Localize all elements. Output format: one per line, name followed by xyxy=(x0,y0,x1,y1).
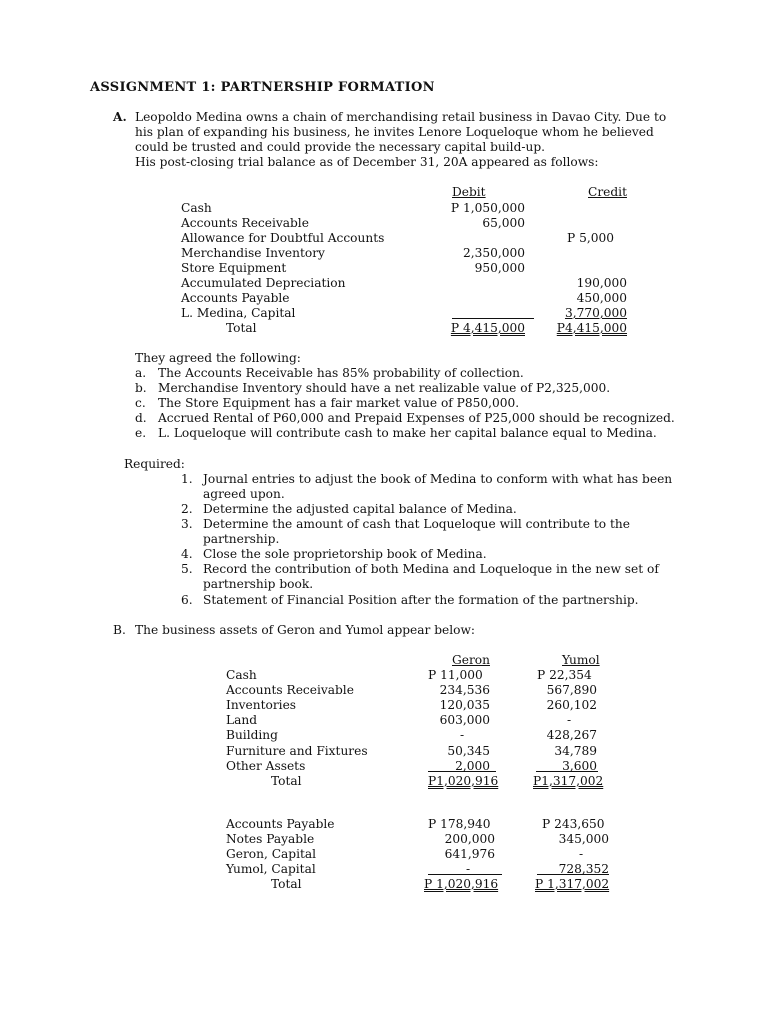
tb-row-label: Cash xyxy=(181,201,212,215)
agreement-marker: b. xyxy=(135,381,147,395)
asset-geron: 120,035 xyxy=(439,698,490,712)
tb-row-label: L. Medina, Capital xyxy=(181,306,296,320)
geron-header: Geron xyxy=(452,653,490,667)
tb-total-label: Total xyxy=(226,321,257,335)
required-marker: 2. xyxy=(181,502,193,516)
tb-row-debit: 950,000 xyxy=(474,261,525,275)
asset-geron: P 11,000 xyxy=(428,668,483,682)
assets-total-geron: P1,020,916 xyxy=(428,774,499,788)
part-a-intro-line: His post-closing trial balance as of December 31, 20A appeared as follows: xyxy=(135,155,599,169)
agreement-marker: d. xyxy=(135,411,147,425)
tb-row-debit: 2,350,000 xyxy=(462,246,525,260)
tb-row-credit: 190,000 xyxy=(576,276,627,290)
liab-total-label: Total xyxy=(271,877,302,891)
tb-row-label: Merchandise Inventory xyxy=(181,246,325,260)
asset-geron: 603,000 xyxy=(439,713,490,727)
liab-geron: P 178,940 xyxy=(428,817,491,831)
tb-row-credit: 450,000 xyxy=(576,291,627,305)
required-text: Determine the amount of cash that Loqueloque will contribute to the xyxy=(203,517,630,531)
liab-yumol: P 243,650 xyxy=(542,817,605,831)
liab-label: Notes Payable xyxy=(226,832,315,846)
required-text: Record the contribution of both Medina and Loqueloque in the new set of xyxy=(203,562,659,576)
asset-yumol: 428,267 xyxy=(546,728,597,742)
liab-label: Accounts Payable xyxy=(226,817,335,831)
asset-geron: 234,536 xyxy=(439,683,490,697)
required-marker: 6. xyxy=(181,593,193,607)
part-a-marker: A. xyxy=(113,110,127,124)
asset-yumol: 3,600 xyxy=(562,759,597,773)
required-text: Determine the adjusted capital balance of Medina. xyxy=(203,502,517,516)
asset-label: Furniture and Fixtures xyxy=(226,744,368,758)
asset-geron: - xyxy=(460,728,465,742)
asset-label: Accounts Receivable xyxy=(226,683,354,697)
asset-yumol: 567,890 xyxy=(546,683,597,697)
required-text: partnership book. xyxy=(203,577,314,591)
required-text: Journal entries to adjust the book of Medina to conform with what has been xyxy=(203,472,673,486)
tb-row-label: Accounts Receivable xyxy=(181,216,309,230)
blank-underline xyxy=(452,318,534,319)
asset-yumol: - xyxy=(567,713,572,727)
tb-row-label: Accounts Payable xyxy=(181,291,290,305)
agreement-text: Accrued Rental of P60,000 and Prepaid Expenses of P25,000 should be recognized. xyxy=(158,411,675,425)
assets-total-label: Total xyxy=(271,774,302,788)
liab-yumol: 728,352 xyxy=(558,862,609,876)
agreement-marker: e. xyxy=(135,426,147,440)
agreement-text: L. Loqueloque will contribute cash to make her capital balance equal to Medina. xyxy=(158,426,657,440)
asset-geron: 2,000 xyxy=(455,759,490,773)
required-text: Close the sole proprietorship book of Medina. xyxy=(203,547,487,561)
required-text: partnership. xyxy=(203,532,280,546)
asset-label: Inventories xyxy=(226,698,297,712)
asset-geron: 50,345 xyxy=(447,744,490,758)
blank-underline xyxy=(428,874,502,875)
part-b-marker: B. xyxy=(113,623,126,637)
assets-total-yumol: P1,317,002 xyxy=(533,774,604,788)
tb-row-label: Accumulated Depreciation xyxy=(181,276,346,290)
tb-row-label: Allowance for Doubtful Accounts xyxy=(181,231,385,245)
liab-geron: 641,976 xyxy=(444,847,495,861)
liab-yumol: 345,000 xyxy=(558,832,609,846)
tb-total-debit: P 4,415,000 xyxy=(450,321,525,335)
debit-header: Debit xyxy=(452,185,486,199)
required-text: Statement of Financial Position after the formation of the partnership. xyxy=(203,593,639,607)
tb-row-debit: P 1,050,000 xyxy=(450,201,525,215)
agreement-marker: a. xyxy=(135,366,147,380)
required-marker: 4. xyxy=(181,547,193,561)
agreement-marker: c. xyxy=(135,396,146,410)
agreement-text: The Store Equipment has a fair market value of P850,000. xyxy=(158,396,520,410)
asset-label: Building xyxy=(226,728,278,742)
liab-geron: - xyxy=(466,862,471,876)
agreement-text: Merchandise Inventory should have a net realizable value of P2,325,000. xyxy=(158,381,611,395)
asset-yumol: 260,102 xyxy=(546,698,597,712)
required-label: Required: xyxy=(124,457,185,471)
tb-total-credit: P4,415,000 xyxy=(556,321,627,335)
required-marker: 3. xyxy=(181,517,193,531)
required-text: agreed upon. xyxy=(203,487,285,501)
part-b-intro: The business assets of Geron and Yumol appear below: xyxy=(135,623,476,637)
agreement-text: The Accounts Receivable has 85% probability of collection. xyxy=(158,366,524,380)
asset-label: Cash xyxy=(226,668,257,682)
tb-row-label: Store Equipment xyxy=(181,261,287,275)
tb-row-credit: P 5,000 xyxy=(567,231,614,245)
liab-label: Geron, Capital xyxy=(226,847,317,861)
liab-total-yumol: P 1,317,002 xyxy=(535,877,610,891)
required-marker: 5. xyxy=(181,562,193,576)
page-title: ASSIGNMENT 1: PARTNERSHIP FORMATION xyxy=(90,80,435,95)
asset-yumol: 34,789 xyxy=(554,744,597,758)
asset-yumol: P 22,354 xyxy=(537,668,592,682)
part-a-intro-line: Leopoldo Medina owns a chain of merchandising retail business in Davao City. Due to xyxy=(135,110,667,124)
liab-label: Yumol, Capital xyxy=(226,862,316,876)
part-a-intro-line: his plan of expanding his business, he invites Lenore Loqueloque whom he believed xyxy=(135,125,654,139)
asset-label: Other Assets xyxy=(226,759,306,773)
credit-header: Credit xyxy=(588,185,627,199)
agreed-intro: They agreed the following: xyxy=(135,351,301,365)
required-marker: 1. xyxy=(181,472,193,486)
tb-row-debit: 65,000 xyxy=(482,216,525,230)
liab-total-geron: P 1,020,916 xyxy=(424,877,499,891)
yumol-header: Yumol xyxy=(562,653,600,667)
asset-label: Land xyxy=(226,713,258,727)
tb-row-credit: 3,770,000 xyxy=(564,306,627,320)
liab-geron: 200,000 xyxy=(444,832,495,846)
liab-yumol: - xyxy=(579,847,584,861)
part-a-intro-line: could be trusted and could provide the necessary capital build-up. xyxy=(135,140,546,154)
